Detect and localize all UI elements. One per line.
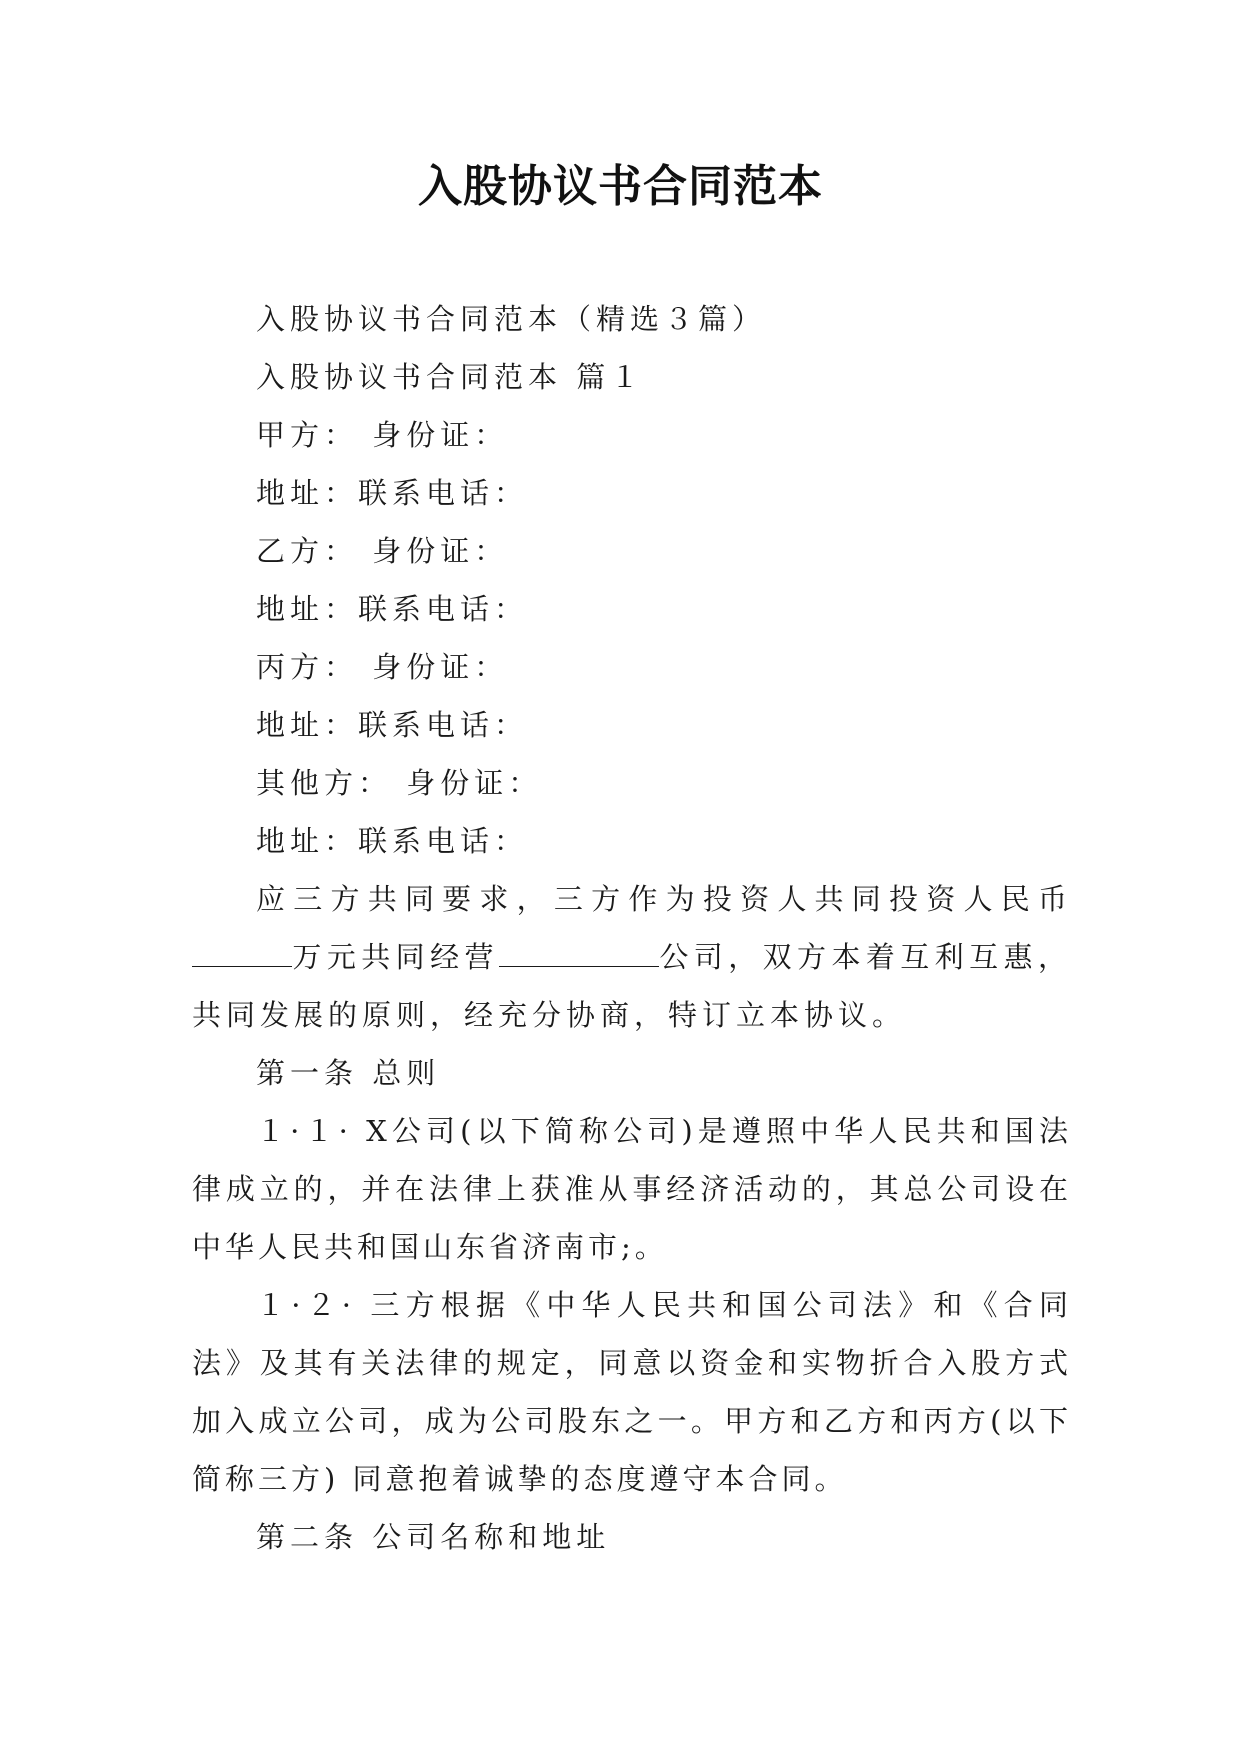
clause-1-1: １·１· X公司(以下简称公司)是遵照中华人民共和国法律成立的，并在法律上获准从事经济活动的，其总公司设在中华人民共和国山东省济南市;。 <box>192 1114 1072 1264</box>
document-title: 入股协议书合同范本 <box>418 161 823 212</box>
subtitle: 入股协议书合同范本（精选３篇） <box>256 302 767 336</box>
other-party-line <box>192 754 1072 812</box>
article2-heading: 第二条 公司名称和地址 <box>256 1520 611 1554</box>
document-body <box>192 290 1072 1566</box>
clause-1-2: １·２· 三方根据《中华人民共和国公司法》和《合同法》及其有关法律的规定，同意以资金和实物折合入股方式加入成立公司，成为公司股东之一。甲方和乙方和丙方(以下简称三方) 同意抱着诚挚的态度遵守本合同。 <box>192 1288 1072 1496</box>
party-c-line <box>192 638 1072 696</box>
party-b-label: 乙方： <box>256 534 359 568</box>
amount-blank <box>192 936 292 967</box>
intro-paragraph <box>192 870 1072 1044</box>
party-a-line <box>192 406 1072 464</box>
party-a-address: 地址：联系电话： <box>256 476 529 510</box>
party-c-address: 地址：联系电话： <box>256 708 529 742</box>
section-heading: 入股协议书合同范本 篇１ <box>256 360 645 394</box>
intro-part3: 公司，双方本着互利互惠，共同发展的原则，经充分协商，特订立本协议。 <box>192 940 1072 1032</box>
party-c-label: 丙方： <box>256 650 359 684</box>
party-a-label: 甲方： <box>256 418 359 452</box>
party-a-id-label: 身份证： <box>372 418 509 452</box>
intro-part2: 万元共同经营 <box>292 940 499 974</box>
party-b-address: 地址：联系电话： <box>256 592 529 626</box>
other-party-id-label: 身份证： <box>406 766 543 800</box>
article1-heading: 第一条 总则 <box>256 1056 441 1090</box>
party-b-id-label: 身份证： <box>372 534 509 568</box>
intro-part1: 应三方共同要求，三方作为投资人共同投资人民币 <box>256 882 1072 916</box>
company-blank <box>499 936 659 967</box>
party-c-id-label: 身份证： <box>372 650 509 684</box>
party-b-line <box>192 522 1072 580</box>
other-party-label: 其他方： <box>256 766 393 800</box>
other-party-address: 地址：联系电话： <box>256 824 529 858</box>
